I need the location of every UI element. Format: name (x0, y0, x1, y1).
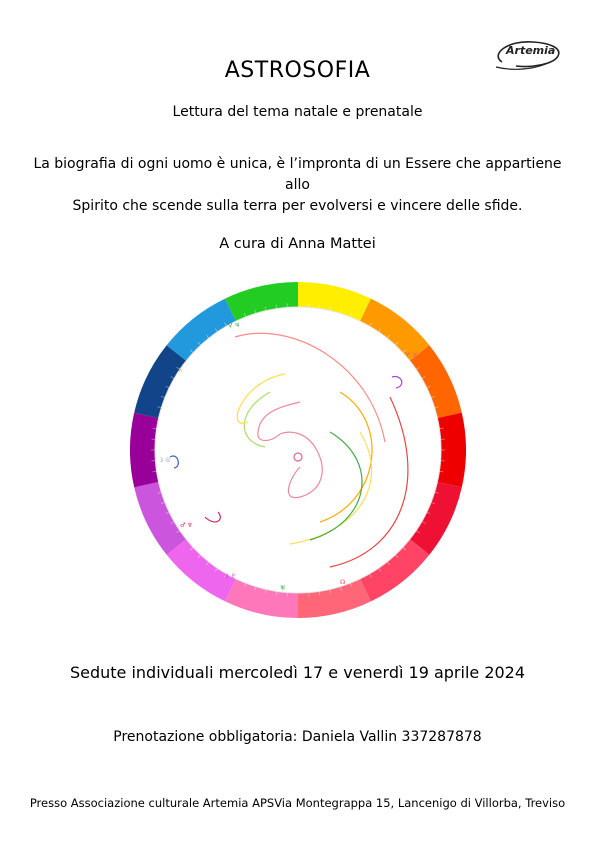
page-title: ASTROSOFIA (224, 58, 371, 83)
venue-address: Presso Associazione culturale Artemia APSVia Montegrappa 15, Lancenigo di Villorba, Treviso (29, 796, 566, 810)
svg-text:♂ ♆: ♂ ♆ (180, 522, 193, 529)
booking-contact: Prenotazione obbligatoria: Daniela Vallin 337287878 (113, 729, 482, 745)
svg-text:♀ ♃: ♀ ♃ (228, 322, 240, 329)
svg-text:♈ ♉: ♈ ♉ (405, 352, 418, 359)
intro-paragraph (20, 154, 575, 217)
svg-text:♄: ♄ (178, 367, 184, 374)
intro-line-1: La biografia di ogni uomo è unica, è l’impronta di un Essere che appartiene allo (33, 156, 562, 193)
wheel-inner-disc (155, 307, 441, 593)
curator-line: A cura di Anna Mattei (219, 236, 376, 252)
svg-text:☿ ♇: ☿ ♇ (225, 573, 236, 580)
svg-text:☽ ☉: ☽ ☉ (158, 457, 171, 464)
zodiac-wheel-graphic (130, 282, 466, 618)
logo-text: Artemia (506, 44, 556, 57)
svg-text:♅: ♅ (280, 585, 286, 592)
svg-text:☊: ☊ (340, 579, 346, 586)
intro-line-2: Spirito che scende sulla terra per evolversi e vincere delle sfide. (72, 198, 523, 214)
page-subtitle: Lettura del tema natale e prenatale (172, 104, 423, 120)
zodiac-wheel-image (130, 282, 466, 618)
sessions-dates: Sedute individuali mercoledì 17 e venerdì 19 aprile 2024 (69, 663, 526, 682)
